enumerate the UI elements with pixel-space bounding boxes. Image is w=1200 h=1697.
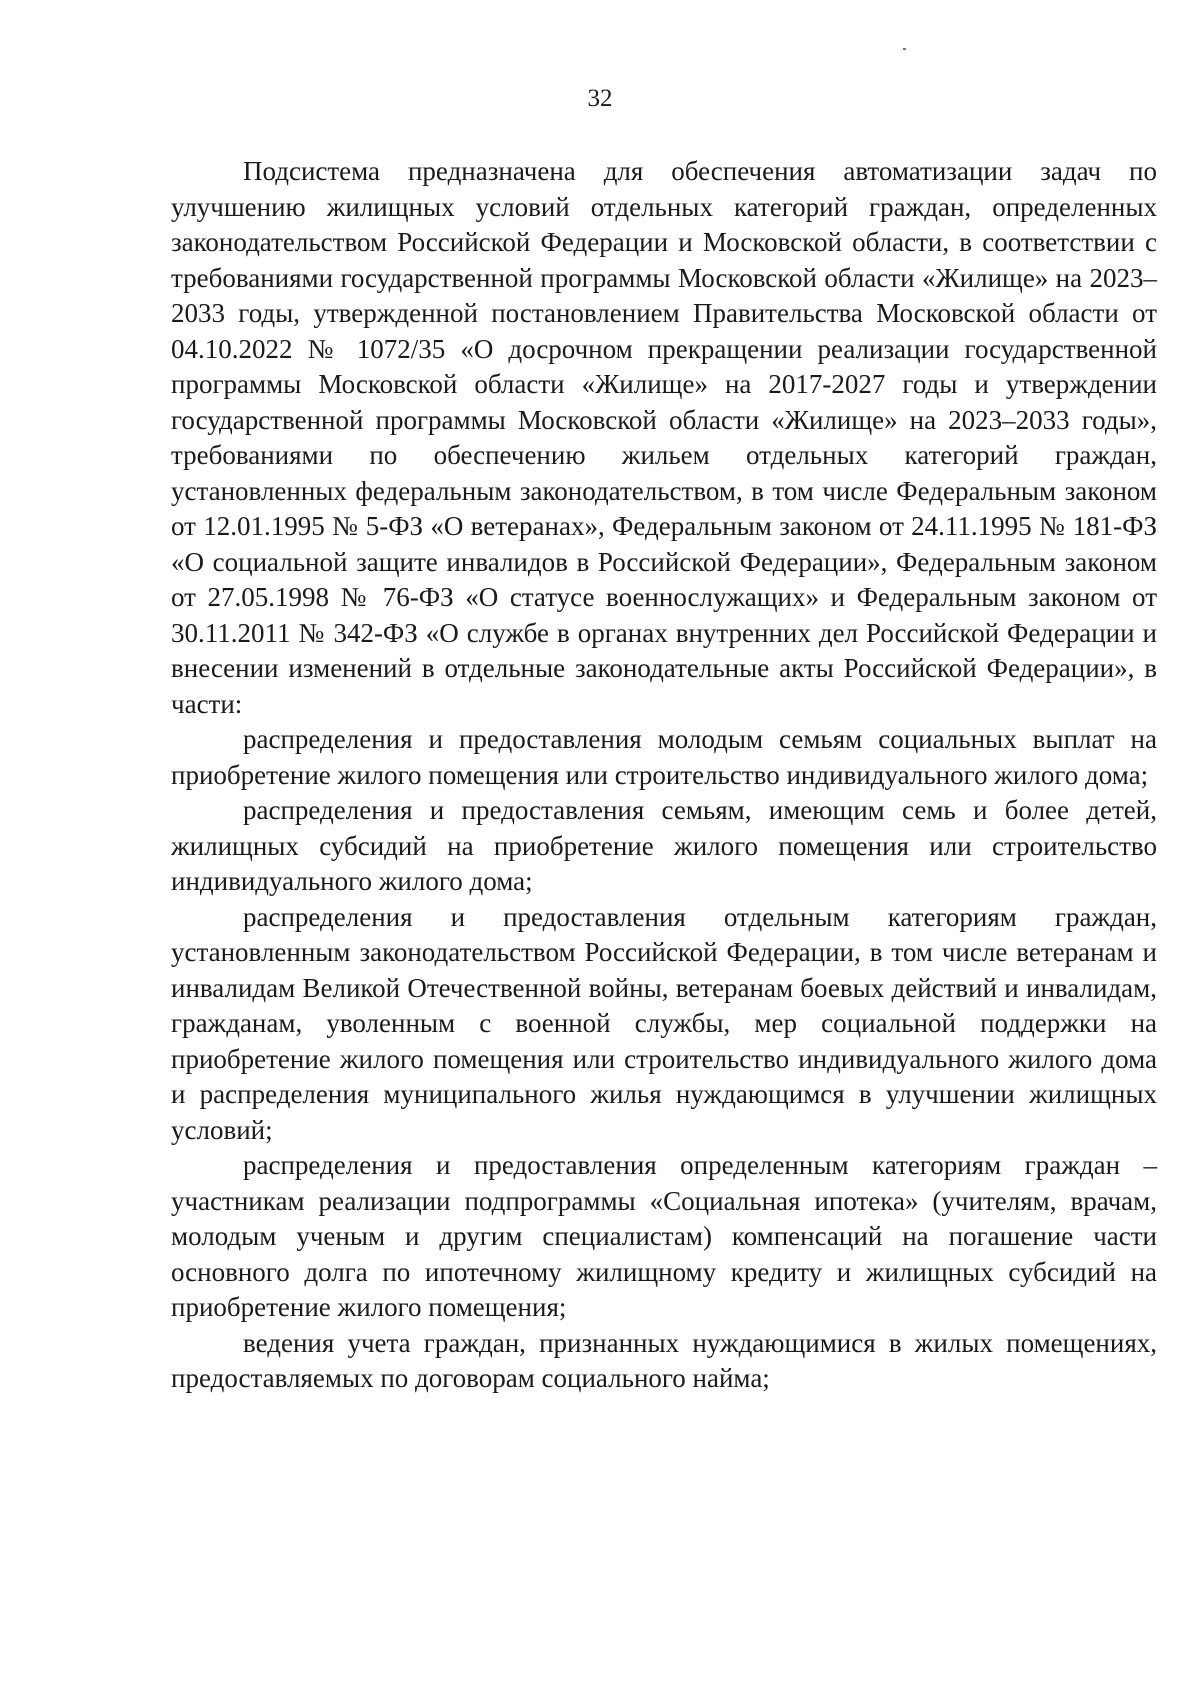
paragraph-social-mortgage: распределения и предоставления определенным категориям граждан – участникам реализации подпрограммы «Социальная ипотека» (учителям, врачам, молодым ученым и другим специалистам) компенсаций на погашение части основного долга по ипотечному жилищному кредиту и жилищных субсидий на приобретение жилого помещения; <box>171 1150 1157 1322</box>
scan-speck <box>903 48 906 50</box>
paragraph-intro: Подсистема предназначена для обеспечения автоматизации задач по улучшению жилищных условий отдельных категорий граждан, определенных законодательством Российской Федерации и Московской области, в соответствии с требованиями государственной программы Московской области «Жилище» на 2023–2033 годы, утвержденной постановлением Правительства Московской области от 04.10.2022 № 1072/35 «О досрочном прекращении реализации государственной программы Московской области «Жилище» на 2017-2027 годы и утверждении государственной программы Московской области «Жилище» на 2023–2033 годы», требованиями по обеспечению жильем отдельных категорий граждан, установленных федеральным законодательством, в том числе Федеральным законом от 12.01.1995 № 5-ФЗ «О ветеранах», Федеральным законом от 24.11.1995 № 181-ФЗ «О социальной защите инвалидов в Российской Федерации», Федеральным законом от 27.05.1998 № 76-ФЗ «О статусе военнослужащих» и Федеральным законом от 30.11.2011 № 342-ФЗ «О службе в органах внутренних дел Российской Федерации и внесении изменений в отдельные законодательные акты Российской Федерации», в части: <box>171 156 1157 719</box>
paragraph-young-families: распределения и предоставления молодым семьям социальных выплат на приобретение жилого помещения или строительство индивидуального жилого дома; <box>171 724 1157 790</box>
page-number: 32 <box>587 85 613 112</box>
paragraph-large-families: распределения и предоставления семьям, имеющим семь и более детей, жилищных субсидий на приобретение жилого помещения или строительство индивидуального жилого дома; <box>171 795 1157 896</box>
paragraph-registry: ведения учета граждан, признанных нуждающимися в жилых помещениях, предоставляемых по договорам социального найма; <box>171 1327 1157 1393</box>
body-text <box>171 154 1157 1397</box>
paragraph-veterans: распределения и предоставления отдельным категориям граждан, установленным законодательством Российской Федерации, в том числе ветеранам и инвалидам Великой Отечественной войны, ветеранам боевых действий и инвалидам, гражданам, уволенным с военной службы, мер социальной поддержки на приобретение жилого помещения или строительство индивидуального жилого дома и распределения муниципального жилья нуждающимся в улучшении жилищных условий; <box>171 901 1157 1145</box>
